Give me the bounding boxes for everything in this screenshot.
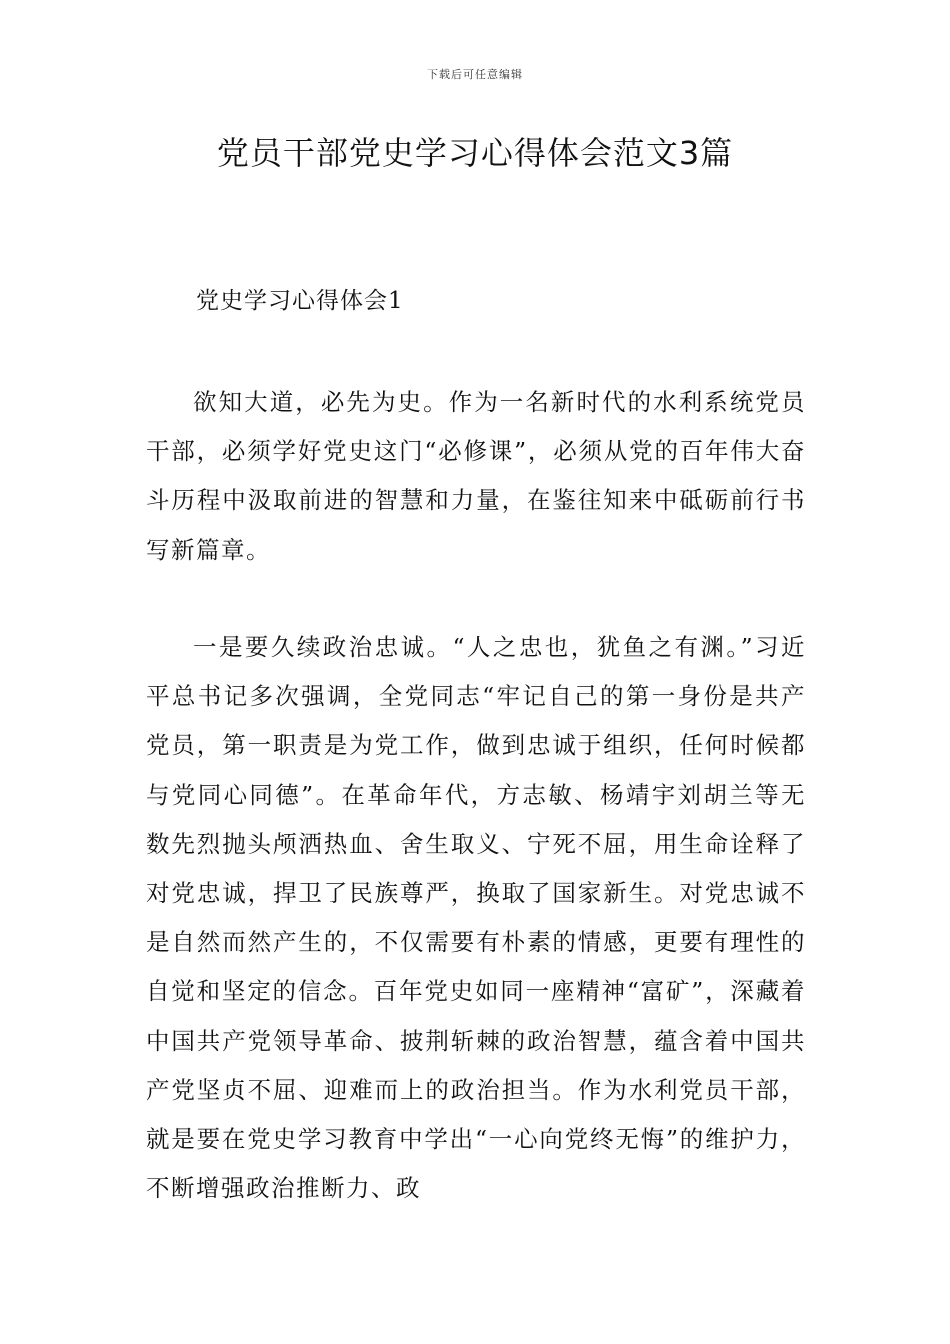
document-title: 党员干部党史学习心得体会范文3篇	[216, 134, 734, 172]
paragraph-2: 一是要久续政治忠诚。“人之忠也，犹鱼之有渊。”习近平总书记多次强调，全党同志“牢记自己的第一身份是共产党员，第一职责是为党工作，做到忠诚于组织，任何时候都与党同心同德”。在革命年代，方志敏、杨靖宇刘胡兰等无数先烈抛头颅洒热血、舍生取义、宁死不屈，用生命诠释了对党忠诚，捍卫了民族尊严，换取了国家新生。对党忠诚不是自然而然产生的，不仅需要有朴素的情感，更要有理性的自觉和坚定的信念。百年党史如同一座精神“富矿”，深藏着中国共产党领导革命、披荆斩棘的政治智慧，蕴含着中国共产党坚贞不屈、迎难而上的政治担当。作为水利党员干部，就是要在党史学习教育中学出“一心向党终无悔”的维护力，不断增强政治推断力、政	[146, 633, 806, 1203]
header-note: 下载后可任意编辑	[427, 68, 523, 81]
section-heading: 党史学习心得体会1	[196, 288, 404, 314]
paragraph-1: 欲知大道，必先为史。作为一名新时代的水利系统党员干部，必须学好党史这门“必修课”，必须从党的百年伟大奋斗历程中汲取前进的智慧和力量，在鉴往知来中砥砺前行书写新篇章。	[146, 388, 806, 564]
